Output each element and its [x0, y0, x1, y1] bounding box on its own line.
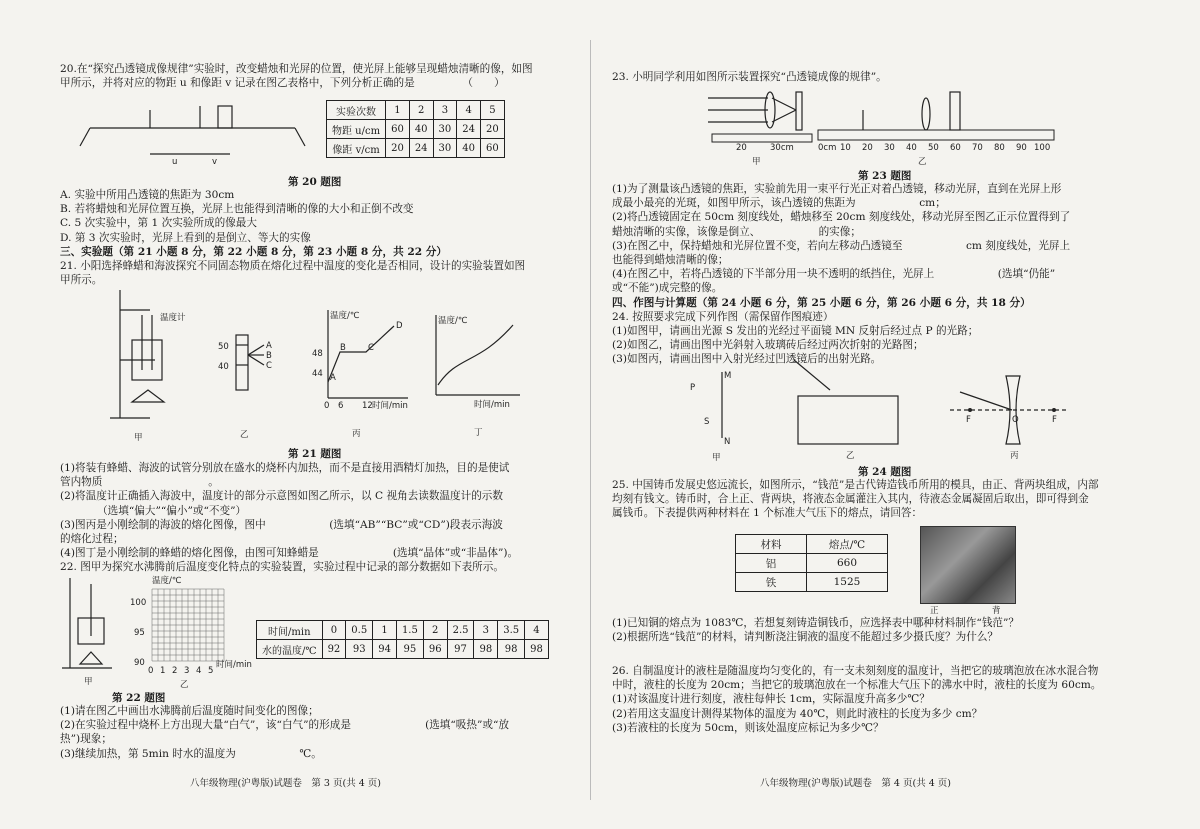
- svg-text:时间/min: 时间/min: [216, 660, 252, 670]
- q25-line-2: 均刻有钱文。铸币时，合上正、背两块，将液态金属灌注入其内，待液态金属凝固后取出，即可得到金: [612, 493, 1089, 506]
- q21-sub-3a: (3)图丙是小刚绘制的海波的熔化图像，图中 (选填“AB”“BC”或“CD”)段表示海波: [60, 518, 503, 531]
- svg-text:F: F: [1052, 415, 1057, 425]
- q24-line-3: (2)如图乙，请画出图中光斜射入玻璃砖后经过两次折射的光路图；: [612, 339, 924, 352]
- q24-concave-lens-figure: [950, 370, 1070, 461]
- q25-coin-mold-photo: [920, 526, 1016, 604]
- q24-caption: 第 24 题图: [858, 466, 912, 478]
- q21-line-1: 21. 小阳选择蜂蜡和海波探究不同固态物质在熔化过程中温度的变化是否相同，设计的实验装置如图: [60, 260, 526, 273]
- q21-sub-2a: (2)将温度计正确插入海波中，温度计的部分示意图如图乙所示，以 C 视角去读数温度计的示数: [60, 490, 503, 503]
- svg-text:100: 100: [130, 598, 147, 608]
- q23-sub-1a: (1)为了测量该凸透镜的焦距，实验前先用一束平行光正对着凸透镜，移动光屏，直到在光屏上形: [612, 183, 1062, 195]
- q24-line-2: (1)如图甲，请画出光源 S 发出的光经过平面镜 MN 反射后经过点 P 的光路；: [612, 325, 979, 338]
- q26-block: [612, 664, 1142, 735]
- svg-text:S: S: [704, 417, 710, 427]
- left-footer: 八年级物理(沪粤版)试题卷 第 3 页(共 4 页): [190, 778, 381, 789]
- svg-text:3: 3: [184, 666, 190, 676]
- svg-text:50: 50: [218, 342, 229, 352]
- q23-sub-3a: (3)在图乙中，保持蜡烛和光屏位置不变，若向左移动凸透镜至 cm 刻度线处，光屏上: [612, 239, 1071, 252]
- svg-text:12: 12: [362, 401, 373, 411]
- q22-temperature-grid: [130, 575, 250, 690]
- thermometer-label: 温度计: [160, 313, 186, 323]
- q20-line-1: 20.在“探究凸透镜成像规律”实验时，改变蜡烛和光屏的位置，使光屏上能够呈现蜡烛清晰的像，如图: [60, 63, 533, 75]
- q21-thermometer-reading-figure: [218, 335, 288, 445]
- q23-sub-4b: 或“不能”)成完整的像。: [612, 282, 723, 295]
- svg-text:乙: 乙: [846, 451, 855, 461]
- panel-label-bing: 丙: [352, 429, 361, 439]
- svg-text:60: 60: [950, 143, 961, 153]
- q21-line-2: 甲所示。: [60, 274, 103, 287]
- svg-text:C: C: [368, 343, 374, 353]
- svg-text:20: 20: [736, 143, 747, 153]
- q24-glass-block-figure: [790, 360, 910, 461]
- q23-sub-2a: (2)将凸透镜固定在 50cm 刻度线处，蜡烛移至 20cm 刻度线处，移动光屏至图乙正示位置得到了: [612, 211, 1071, 224]
- svg-text:P: P: [690, 383, 696, 393]
- q21-sub-2b: （选填“偏大”“偏小”或“不变”）: [60, 504, 247, 517]
- svg-text:v: v: [212, 157, 218, 167]
- q26-line-1: 26. 自制温度计的液柱是随温度均匀变化的，有一支未刻刻度的温度计，当把它的玻璃泡放在冰水混合物: [612, 665, 1099, 677]
- q21-subquestions: [60, 461, 570, 575]
- q22-sub-3: (3)继续加热，第 5min 时水的温度为 ℃。: [60, 747, 322, 760]
- section-4-heading: 四、作图与计算题（第 24 小题 6 分，第 25 小题 6 分，第 26 小题 6 分，共 18 分）: [612, 296, 1031, 309]
- q25-sub-1: (1)已知铜的熔点为 1083℃，若想复刻铸造铜钱币，应选择表中哪种材料制作“钱范”？: [612, 617, 1020, 629]
- svg-text:6: 6: [338, 401, 344, 411]
- q21-sub-1a: (1)将装有蜂蜡、海波的试管分别放在盛水的烧杯内加热，而不是直接用酒精灯加热，目的是使试: [60, 462, 510, 474]
- svg-text:10: 10: [840, 143, 851, 153]
- q24-line-1: 24. 按照要求完成下列作图（需保留作图痕迹）: [612, 310, 834, 323]
- q25-sub-2: (2)根据所选“钱范”的材料，请判断浇注铜液的温度不能超过多少摄氏度？为什么？: [612, 631, 999, 644]
- q21-sub-3b: 的熔化过程；: [60, 533, 124, 546]
- q23-sub-2b: 蜡烛清晰的实像，该像是倒立、 的实像；: [612, 225, 861, 238]
- svg-text:乙: 乙: [918, 157, 927, 167]
- svg-text:0cm: 0cm: [818, 143, 837, 153]
- panel-label-ding: 丁: [474, 428, 483, 438]
- svg-text:u: u: [172, 157, 178, 167]
- svg-text:甲: 甲: [712, 453, 721, 463]
- left-page: [60, 62, 570, 90]
- q25-block: [612, 478, 1142, 521]
- q22-data-table: 时间/min 0 0.5 1 1.5 2 2.5 3 3.5 4 水的温度/℃ 92 93 94 95 96 97 98 98 98: [256, 620, 549, 659]
- svg-text:甲: 甲: [752, 157, 761, 167]
- q21-caption: 第 21 题图: [288, 448, 342, 460]
- q22-sub-1: (1)请在图乙中画出水沸腾前后温度随时间变化的图像；: [60, 705, 319, 717]
- svg-text:4: 4: [196, 666, 202, 676]
- q23-subquestions: [612, 182, 1142, 367]
- q22-caption: 第 22 题图: [112, 692, 166, 704]
- svg-text:B: B: [340, 343, 346, 353]
- q23-caption: 第 23 题图: [858, 170, 912, 182]
- svg-text:时间/min: 时间/min: [372, 401, 408, 411]
- q25-line-3: 属钱币。下表提供两种材料在 1 个标准大气压下的熔点，请回答：: [612, 507, 923, 520]
- q26-sub-2: (2)若用这支温度计测得某物体的温度为 40℃，则此时液柱的长度为多少 cm？: [612, 707, 983, 720]
- q25-line-1: 25. 中国铸币发展史悠远流长，如图所示，“钱范”是古代铸造钱币所用的模具，由正、背两块组成，内部: [612, 479, 1099, 491]
- svg-text:90: 90: [134, 658, 145, 668]
- q23-line: 23. 小明同学利用如图所示装置探究“凸透镜成像的规律”。: [612, 71, 887, 83]
- svg-text:50: 50: [928, 143, 939, 153]
- svg-text:温度/℃: 温度/℃: [438, 316, 468, 326]
- q25-melting-point-table: 材料 熔点/℃ 铝 660 铁 1525: [735, 534, 888, 592]
- q20-option-a: A. 实验中所用凸透镜的焦距为 30cm: [60, 189, 235, 201]
- svg-text:30: 30: [884, 143, 895, 153]
- section-3-heading: 三、实验题（第 21 小题 8 分，第 22 小题 8 分，第 23 小题 8 分，共 22 分）: [60, 245, 447, 258]
- q22-subquestions: [60, 704, 570, 761]
- q22-line: 22. 图甲为探究水沸腾前后温度变化特点的实验装置，实验过程中记录的部分数据如下表所示。: [60, 561, 504, 574]
- q23-sub-1b: 成最小最亮的光斑，如图甲所示，该凸透镜的焦距为 cm；: [612, 197, 946, 210]
- q20-option-d: D. 第 3 次实验时，光屏上看到的是倒立、等大的实像: [60, 231, 311, 244]
- svg-text:A: A: [266, 341, 272, 351]
- q20-optical-bench-figure: [80, 98, 320, 168]
- q23-figure-jia: [708, 88, 818, 167]
- right-footer: 八年级物理(沪粤版)试题卷 第 4 页(共 4 页): [760, 778, 951, 789]
- q22-apparatus-figure: [62, 578, 122, 688]
- svg-text:70: 70: [972, 143, 983, 153]
- svg-text:95: 95: [134, 628, 145, 638]
- q20-line-2: 甲所示，并将对应的物距 u 和像距 v 记录在图乙表格中，下列分析正确的是 （ ）: [60, 77, 505, 90]
- svg-text:时间/min: 时间/min: [474, 400, 510, 410]
- svg-text:0: 0: [324, 401, 330, 411]
- page-fold: [590, 40, 591, 800]
- svg-text:温度/℃: 温度/℃: [152, 576, 182, 586]
- q20-caption: 第 20 题图: [288, 176, 342, 188]
- q26-sub-3: (3)若液柱的长度为 50cm，则该处温度应标记为多少℃？: [612, 721, 884, 734]
- q25-photo-label-back: 背: [992, 606, 1001, 616]
- svg-text:48: 48: [312, 349, 323, 359]
- svg-text:甲: 甲: [84, 677, 93, 687]
- svg-text:0: 0: [148, 666, 154, 676]
- svg-text:2: 2: [172, 666, 178, 676]
- svg-text:30cm: 30cm: [770, 143, 794, 153]
- svg-text:N: N: [724, 437, 731, 447]
- q21-wax-melting-graph: [428, 315, 528, 440]
- q21-apparatus-figure: [110, 290, 190, 443]
- svg-text:40: 40: [218, 362, 229, 372]
- svg-text:A: A: [330, 373, 336, 383]
- svg-text:F: F: [966, 415, 971, 425]
- q23-figure-yi: [818, 84, 1058, 167]
- right-page: [612, 70, 1142, 84]
- svg-text:D: D: [396, 321, 403, 331]
- q26-sub-1: (1)对该温度计进行刻度，液柱每伸长 1cm，实际温度升高多少℃？: [612, 693, 930, 706]
- q20-data-table: 实验次数 1 2 3 4 5 物距 u/cm 60 40 30 24 20 像距 v/cm 20 24 30 40 60: [326, 100, 505, 158]
- q20-option-b: B. 若将蜡烛和光屏位置互换，光屏上也能得到清晰的像的大小和正倒不改变: [60, 203, 414, 216]
- q26-line-2: 中时，液柱的长度为 20cm；当把它的玻璃泡放在一个标准大气压下的沸水中时，液柱的长度为 60cm。: [612, 679, 1102, 692]
- q21-sub-1b: 管内物质 。: [60, 476, 219, 489]
- svg-text:乙: 乙: [180, 680, 189, 690]
- q21-haibo-melting-graph: [312, 310, 412, 440]
- svg-text:M: M: [724, 371, 732, 381]
- q20-option-c: C. 5 次实验中，第 1 次实验所成的像最大: [60, 217, 257, 230]
- svg-text:温度/℃: 温度/℃: [330, 311, 360, 321]
- svg-text:40: 40: [906, 143, 917, 153]
- q22-sub-2b: 热”)现象；: [60, 733, 112, 746]
- svg-text:1: 1: [160, 666, 166, 676]
- q20-options: [60, 188, 570, 287]
- q25-subquestions: [612, 616, 1142, 644]
- q22-sub-2a: (2)在实验过程中烧杯上方出现大量“白气”，该“白气”的形成是 (选填“吸热”或“放: [60, 719, 510, 732]
- q21-sub-4: (4)图丁是小刚绘制的蜂蜡的熔化图像，由图可知蜂蜡是 (选填“晶体”或“非晶体”)。: [60, 547, 519, 560]
- q24-line-4: (3)如图丙，请画出图中入射光经过凹透镜后的出射光路。: [612, 353, 882, 366]
- svg-text:80: 80: [994, 143, 1005, 153]
- q24-mirror-figure: [690, 368, 750, 463]
- svg-text:5: 5: [208, 666, 214, 676]
- q25-photo-label-front: 正: [930, 606, 939, 616]
- svg-text:100: 100: [1034, 143, 1051, 153]
- svg-text:20: 20: [862, 143, 873, 153]
- q23-sub-3b: 也能得到蜡烛清晰的像；: [612, 254, 729, 267]
- panel-label-yi: 乙: [240, 430, 249, 440]
- q23-sub-4a: (4)在图乙中，若将凸透镜的下半部分用一块不透明的纸挡住，光屏上 (选填“仍能”: [612, 268, 1056, 281]
- svg-text:C: C: [266, 361, 272, 371]
- svg-text:44: 44: [312, 369, 323, 379]
- svg-text:丙: 丙: [1010, 451, 1019, 461]
- svg-text:90: 90: [1016, 143, 1027, 153]
- svg-text:B: B: [266, 351, 272, 361]
- svg-text:O: O: [1012, 415, 1019, 425]
- panel-label-jia: 甲: [134, 433, 143, 443]
